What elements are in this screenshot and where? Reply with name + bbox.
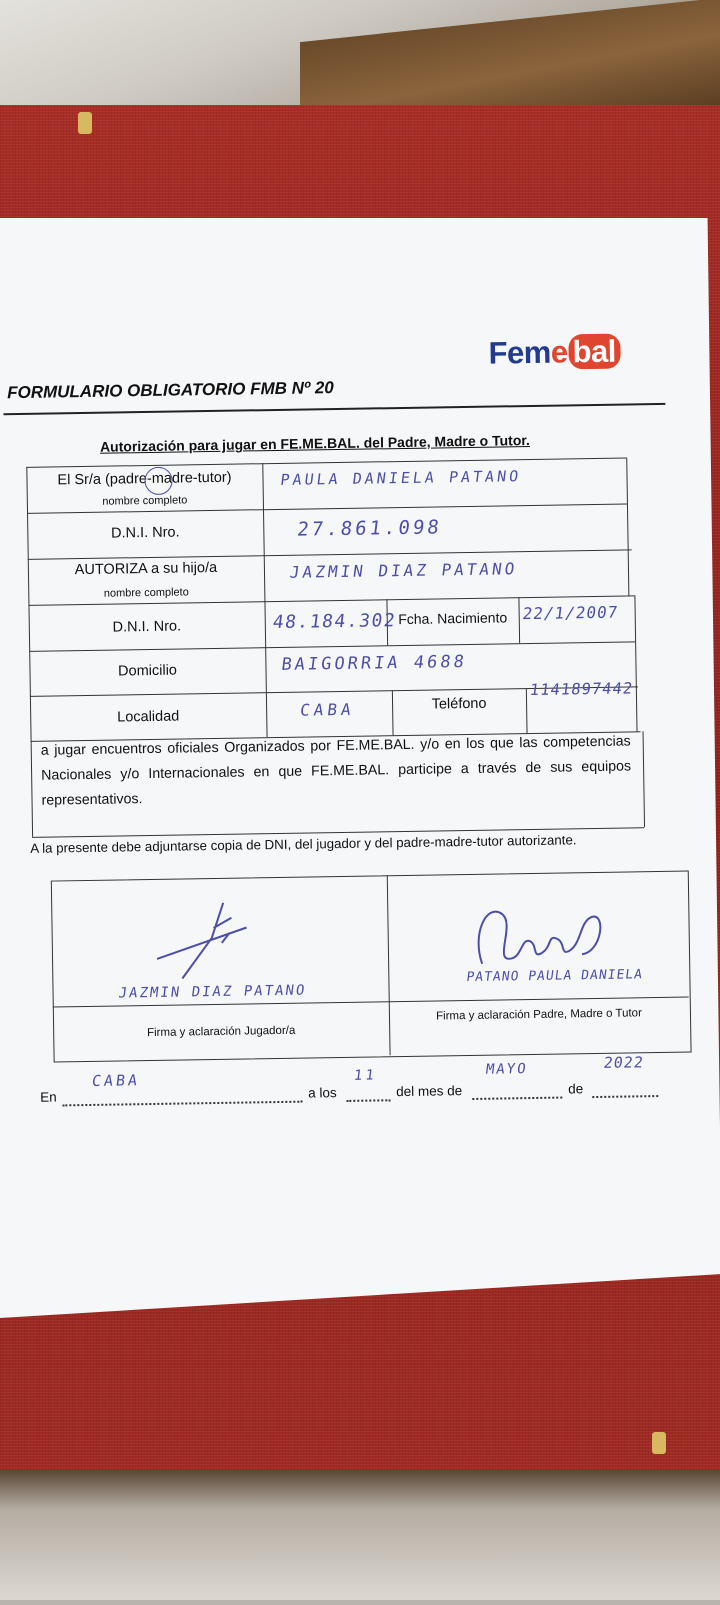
city-field[interactable]: CABA xyxy=(298,699,356,720)
femebal-logo: Feme bal xyxy=(488,334,621,372)
child-dni-label: D.N.I. Nro. xyxy=(112,618,182,636)
day-dotted-line xyxy=(346,1087,390,1102)
month-dotted-line xyxy=(472,1085,562,1100)
title-divider xyxy=(3,403,665,415)
city-label: Localidad xyxy=(117,708,180,726)
parent-dni-label: D.N.I. Nro. xyxy=(110,524,180,542)
parent-dni-field[interactable]: 27.861.098 xyxy=(295,516,444,541)
player-signature-label: Firma y aclaración Jugador/a xyxy=(146,1024,296,1040)
year-dotted-line xyxy=(592,1083,658,1098)
place-field[interactable]: CABA xyxy=(90,1071,142,1090)
signature-table xyxy=(51,871,694,1066)
authorization-paragraph: a jugar encuentros oficiales Organizados por FE.ME.BAL. y/o en los que las competencias Nacionales y/o Internacionales en que FE.ME.BAL. participe a través de sus equipos representativos. xyxy=(40,733,632,809)
phone-label: Teléfono xyxy=(431,695,487,713)
place-dotted-line xyxy=(62,1089,302,1107)
year-label: de xyxy=(568,1081,584,1097)
authorization-table xyxy=(26,457,644,839)
player-signature-scribble xyxy=(151,897,262,989)
birth-date-field[interactable]: 22/1/2007 xyxy=(521,602,620,624)
player-signature-name[interactable]: JAZMIN DIAZ PATANO xyxy=(117,982,308,1002)
parent-name-sublabel: nombre completo xyxy=(102,494,188,508)
address-label: Domicilio xyxy=(117,662,178,680)
month-field[interactable]: MAYO xyxy=(484,1061,529,1078)
child-dni-field[interactable]: 48.184.302 xyxy=(271,610,398,634)
table-border xyxy=(643,731,646,827)
form-title: FORMULARIO OBLIGATORIO FMB Nº 20 xyxy=(6,378,334,403)
parent-signature-label: Firma y aclaración Padre, Madre o Tutor xyxy=(435,1007,642,1023)
parent-signature-scribble xyxy=(461,892,612,974)
table-border xyxy=(28,549,632,559)
form-subtitle: Autorización para jugar en FE.ME.BAL. del Padre, Madre o Tutor. xyxy=(99,431,530,455)
year-field[interactable]: 2022 xyxy=(602,1053,645,1072)
child-name-label: AUTORIZA a su hijo/a xyxy=(74,559,218,579)
place-label: En xyxy=(40,1089,57,1105)
table-border xyxy=(29,641,635,652)
child-name-field[interactable]: JAZMIN DIAZ PATANO xyxy=(288,559,519,582)
parent-name-label: El Sr/a (padre-madre-tutor) xyxy=(57,469,232,489)
child-name-sublabel: nombre completo xyxy=(103,586,189,600)
table-border xyxy=(26,457,626,467)
table-border xyxy=(634,595,637,731)
address-field[interactable]: BAIGORRIA 4688 xyxy=(280,651,468,675)
table-border xyxy=(626,457,629,595)
day-label: a los xyxy=(308,1085,337,1101)
dni-attachment-note: A la presente debe adjuntarse copia de DNI, del jugador y del padre-madre-tutor autorizante. xyxy=(30,832,577,856)
circled-madre-mark xyxy=(144,467,172,495)
parent-signature-name[interactable]: PATANO PAULA DANIELA xyxy=(465,967,644,986)
table-border xyxy=(26,467,33,837)
birth-date-label: Fcha. Nacimiento xyxy=(398,609,508,628)
day-field[interactable]: 11 xyxy=(352,1067,378,1084)
parent-name-field[interactable]: PAULA DANIELA PATANO xyxy=(279,467,523,489)
month-label: del mes de xyxy=(396,1083,463,1100)
phone-field[interactable]: 1141897442 xyxy=(528,679,635,700)
